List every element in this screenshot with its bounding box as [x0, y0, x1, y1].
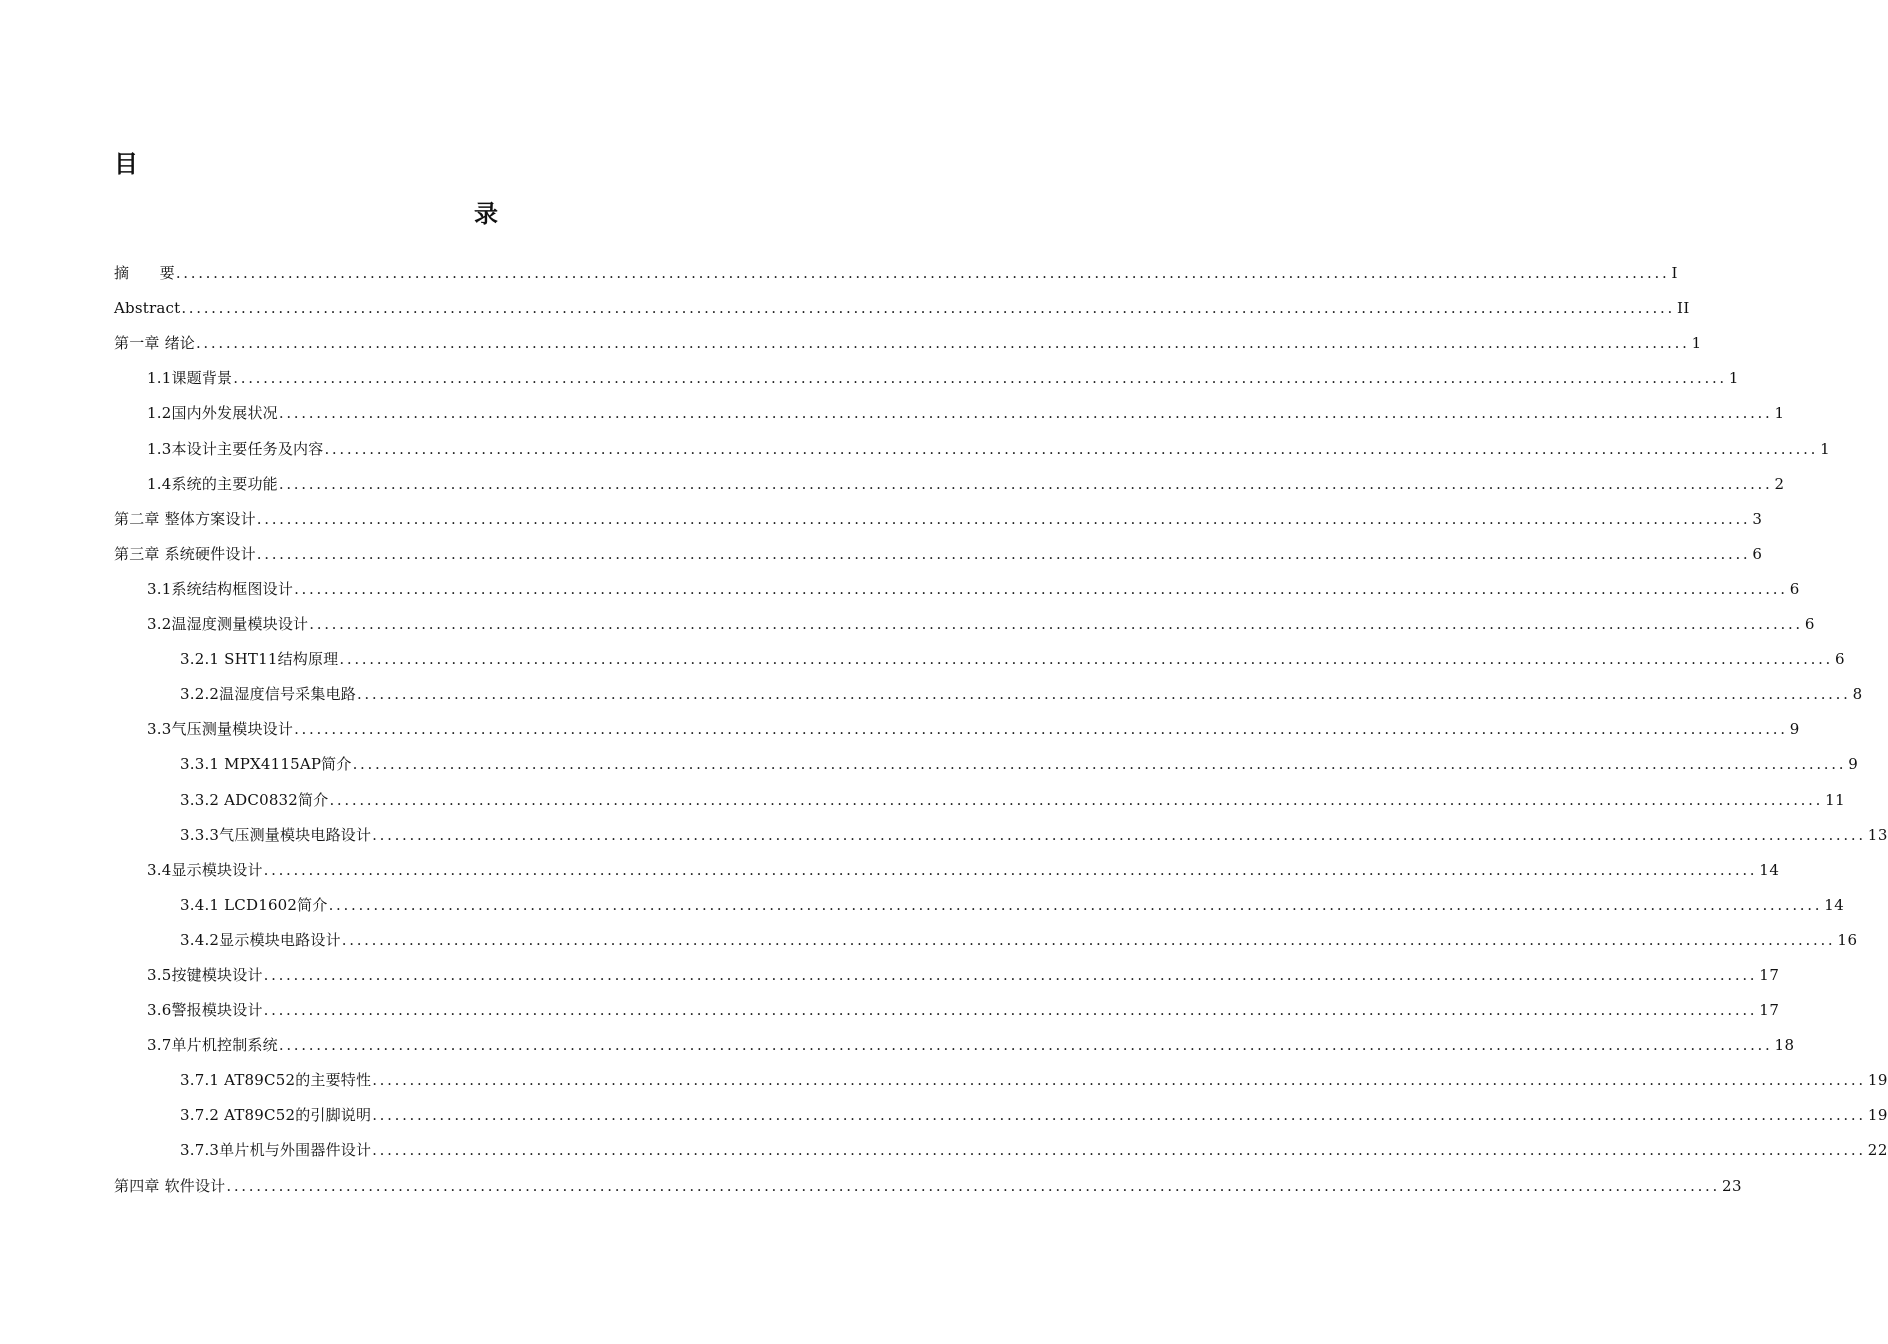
toc-leader-dots: ........................................................................................................................................................................................................: [324, 439, 1819, 458]
toc-title-char-2: 录: [474, 200, 498, 228]
toc-entry-page: 6: [1804, 615, 1815, 634]
toc-entry-page: 17: [1759, 965, 1780, 984]
toc-entry-page: 14: [1759, 860, 1780, 879]
toc-entry-page: 9: [1848, 755, 1859, 774]
toc-leader-dots: ........................................................................................................................................................................................................: [356, 685, 1851, 704]
toc-entry[interactable]: [114, 886, 1845, 921]
toc-entry-page: 1: [1820, 439, 1831, 458]
toc-entry-page: 17: [1759, 1001, 1780, 1020]
toc-entry[interactable]: [114, 1166, 1743, 1201]
toc-leader-dots: ........................................................................................................................................................................................................: [341, 930, 1836, 949]
toc-entry-label: 3.2.2温湿度信号采集电路: [180, 685, 356, 704]
toc-entry[interactable]: [114, 394, 1785, 429]
toc-leader-dots: ........................................................................................................................................................................................................: [263, 1001, 1758, 1020]
toc-entry[interactable]: [114, 289, 1690, 324]
toc-leader-dots: ........................................................................................................................................................................................................: [278, 1036, 1773, 1055]
toc-entry-label: 3.7.1 AT89C52的主要特性: [180, 1071, 372, 1090]
toc-entry[interactable]: [114, 535, 1763, 570]
toc-entry-page: 8: [1852, 685, 1863, 704]
toc-entry[interactable]: [114, 500, 1763, 535]
toc-entry-page: 19: [1867, 1071, 1888, 1090]
toc-entry-label: 3.2温湿度测量模块设计: [147, 615, 309, 634]
toc-entry-page: 1: [1728, 369, 1739, 388]
toc-entry-page: 23: [1722, 1176, 1743, 1195]
toc-entry-page: 11: [1825, 790, 1846, 809]
toc-entry[interactable]: [114, 780, 1846, 815]
toc-entry-label: Abstract: [114, 299, 181, 318]
toc-leader-dots: ........................................................................................................................................................................................................: [263, 860, 1758, 879]
toc-leader-dots: ........................................................................................................................................................................................................: [372, 1106, 1866, 1125]
toc-entry-label: 第三章 系统硬件设计: [114, 544, 256, 563]
toc-entry-page: 16: [1837, 930, 1858, 949]
toc-entry-label: 1.3本设计主要任务及内容: [147, 439, 324, 458]
toc-leader-dots: ........................................................................................................................................................................................................: [372, 1071, 1866, 1090]
toc-entry-label: 1.2国内外发展状况: [147, 404, 278, 423]
toc-entry-label: 3.6警报模块设计: [147, 1001, 263, 1020]
toc-entry-page: 13: [1867, 825, 1888, 844]
toc-entry-label: 第四章 软件设计: [114, 1176, 226, 1195]
toc-leader-dots: ........................................................................................................................................................................................................: [181, 299, 1675, 318]
toc-entry[interactable]: [114, 640, 1846, 675]
toc-entry[interactable]: [114, 605, 1815, 640]
toc-entry-label: 1.1课题背景: [147, 369, 233, 388]
toc-leader-dots: ........................................................................................................................................................................................................: [256, 544, 1751, 563]
toc-leader-dots: ........................................................................................................................................................................................................: [278, 404, 1773, 423]
toc-entry-label: 3.4显示模块设计: [147, 860, 263, 879]
toc-entry-label: 3.3.3气压测量模块电路设计: [180, 825, 372, 844]
toc-entry-label: 3.4.2显示模块电路设计: [180, 930, 341, 949]
toc-leader-dots: ........................................................................................................................................................................................................: [233, 369, 1727, 388]
toc-entry[interactable]: [114, 745, 1859, 780]
toc-entry[interactable]: [114, 956, 1780, 991]
toc-entry[interactable]: [114, 1061, 1888, 1096]
toc-entry-page: 9: [1789, 720, 1800, 739]
toc-leader-dots: ........................................................................................................................................................................................................: [352, 755, 1847, 774]
toc-entry-page: 2: [1774, 474, 1785, 493]
toc-entry[interactable]: [114, 570, 1800, 605]
toc-entry-page: 3: [1752, 509, 1763, 528]
toc-leader-dots: ........................................................................................................................................................................................................: [294, 579, 1788, 598]
toc-entry[interactable]: [114, 675, 1863, 710]
toc-leader-dots: ........................................................................................................................................................................................................: [339, 650, 1834, 669]
toc-entry-label: 第二章 整体方案设计: [114, 509, 256, 528]
toc-entry[interactable]: [114, 1096, 1888, 1131]
toc-leader-dots: ........................................................................................................................................................................................................: [256, 509, 1751, 528]
toc-entry[interactable]: [114, 710, 1800, 745]
toc-leader-dots: ........................................................................................................................................................................................................: [263, 965, 1758, 984]
toc-entry-label: 1.4系统的主要功能: [147, 474, 278, 493]
toc-entry-page: 6: [1835, 650, 1846, 669]
toc-entry-page: 6: [1789, 579, 1800, 598]
toc-entry-label: 3.4.1 LCD1602简介: [180, 895, 328, 914]
toc-entry-label: 3.5按键模块设计: [147, 965, 263, 984]
toc-entry-label: 第一章 绪论: [114, 334, 195, 353]
toc-entry[interactable]: [114, 921, 1858, 956]
toc-entry[interactable]: [114, 429, 1831, 464]
toc-entry-page: 6: [1752, 544, 1763, 563]
toc-entry-label: 3.1系统结构框图设计: [147, 579, 294, 598]
toc-entry-label: 3.3.2 ADC0832简介: [180, 790, 329, 809]
toc-entry[interactable]: [114, 324, 1702, 359]
toc-leader-dots: ........................................................................................................................................................................................................: [195, 334, 1690, 353]
toc-entry[interactable]: [114, 465, 1785, 500]
toc-entry[interactable]: [114, 851, 1780, 886]
toc-entry[interactable]: [114, 991, 1780, 1026]
toc-entry[interactable]: [114, 1131, 1888, 1166]
toc-entry-page: 1: [1774, 404, 1785, 423]
toc-entry-page: 22: [1867, 1141, 1888, 1160]
toc-leader-dots: ........................................................................................................................................................................................................: [278, 474, 1773, 493]
toc-entry-page: II: [1676, 299, 1690, 318]
toc-entry[interactable]: [114, 816, 1888, 851]
toc-entry-page: 14: [1824, 895, 1845, 914]
toc-leader-dots: ........................................................................................................................................................................................................: [226, 1176, 1720, 1195]
toc-entry-page: 18: [1774, 1036, 1795, 1055]
toc-entry-label: 3.7.2 AT89C52的引脚说明: [180, 1106, 372, 1125]
toc-entry-label: 3.3.1 MPX4115AP简介: [180, 755, 352, 774]
toc-entry-label: 3.7.3单片机与外围器件设计: [180, 1141, 372, 1160]
toc-entry-page: 19: [1867, 1106, 1888, 1125]
toc-entry-label: 3.3气压测量模块设计: [147, 720, 294, 739]
toc-entry[interactable]: [114, 254, 1678, 289]
toc-leader-dots: ........................................................................................................................................................................................................: [309, 615, 1803, 634]
toc-leader-dots: ........................................................................................................................................................................................................: [372, 825, 1866, 844]
toc-entry[interactable]: [114, 1026, 1795, 1061]
toc-leader-dots: ........................................................................................................................................................................................................: [329, 790, 1824, 809]
table-of-contents: [114, 254, 1888, 1202]
toc-title-char-1: 目: [114, 150, 138, 178]
toc-entry-label: 3.7单片机控制系统: [147, 1036, 278, 1055]
toc-leader-dots: ........................................................................................................................................................................................................: [175, 264, 1670, 283]
toc-entry-label: 摘 要: [114, 264, 175, 283]
toc-entry[interactable]: [114, 359, 1739, 394]
toc-entry-label: 3.2.1 SHT11结构原理: [180, 650, 339, 669]
toc-entry-page: I: [1671, 264, 1678, 283]
toc-leader-dots: ........................................................................................................................................................................................................: [328, 895, 1823, 914]
toc-leader-dots: ........................................................................................................................................................................................................: [372, 1141, 1866, 1160]
toc-leader-dots: ........................................................................................................................................................................................................: [294, 720, 1788, 739]
toc-entry-page: 1: [1691, 334, 1702, 353]
